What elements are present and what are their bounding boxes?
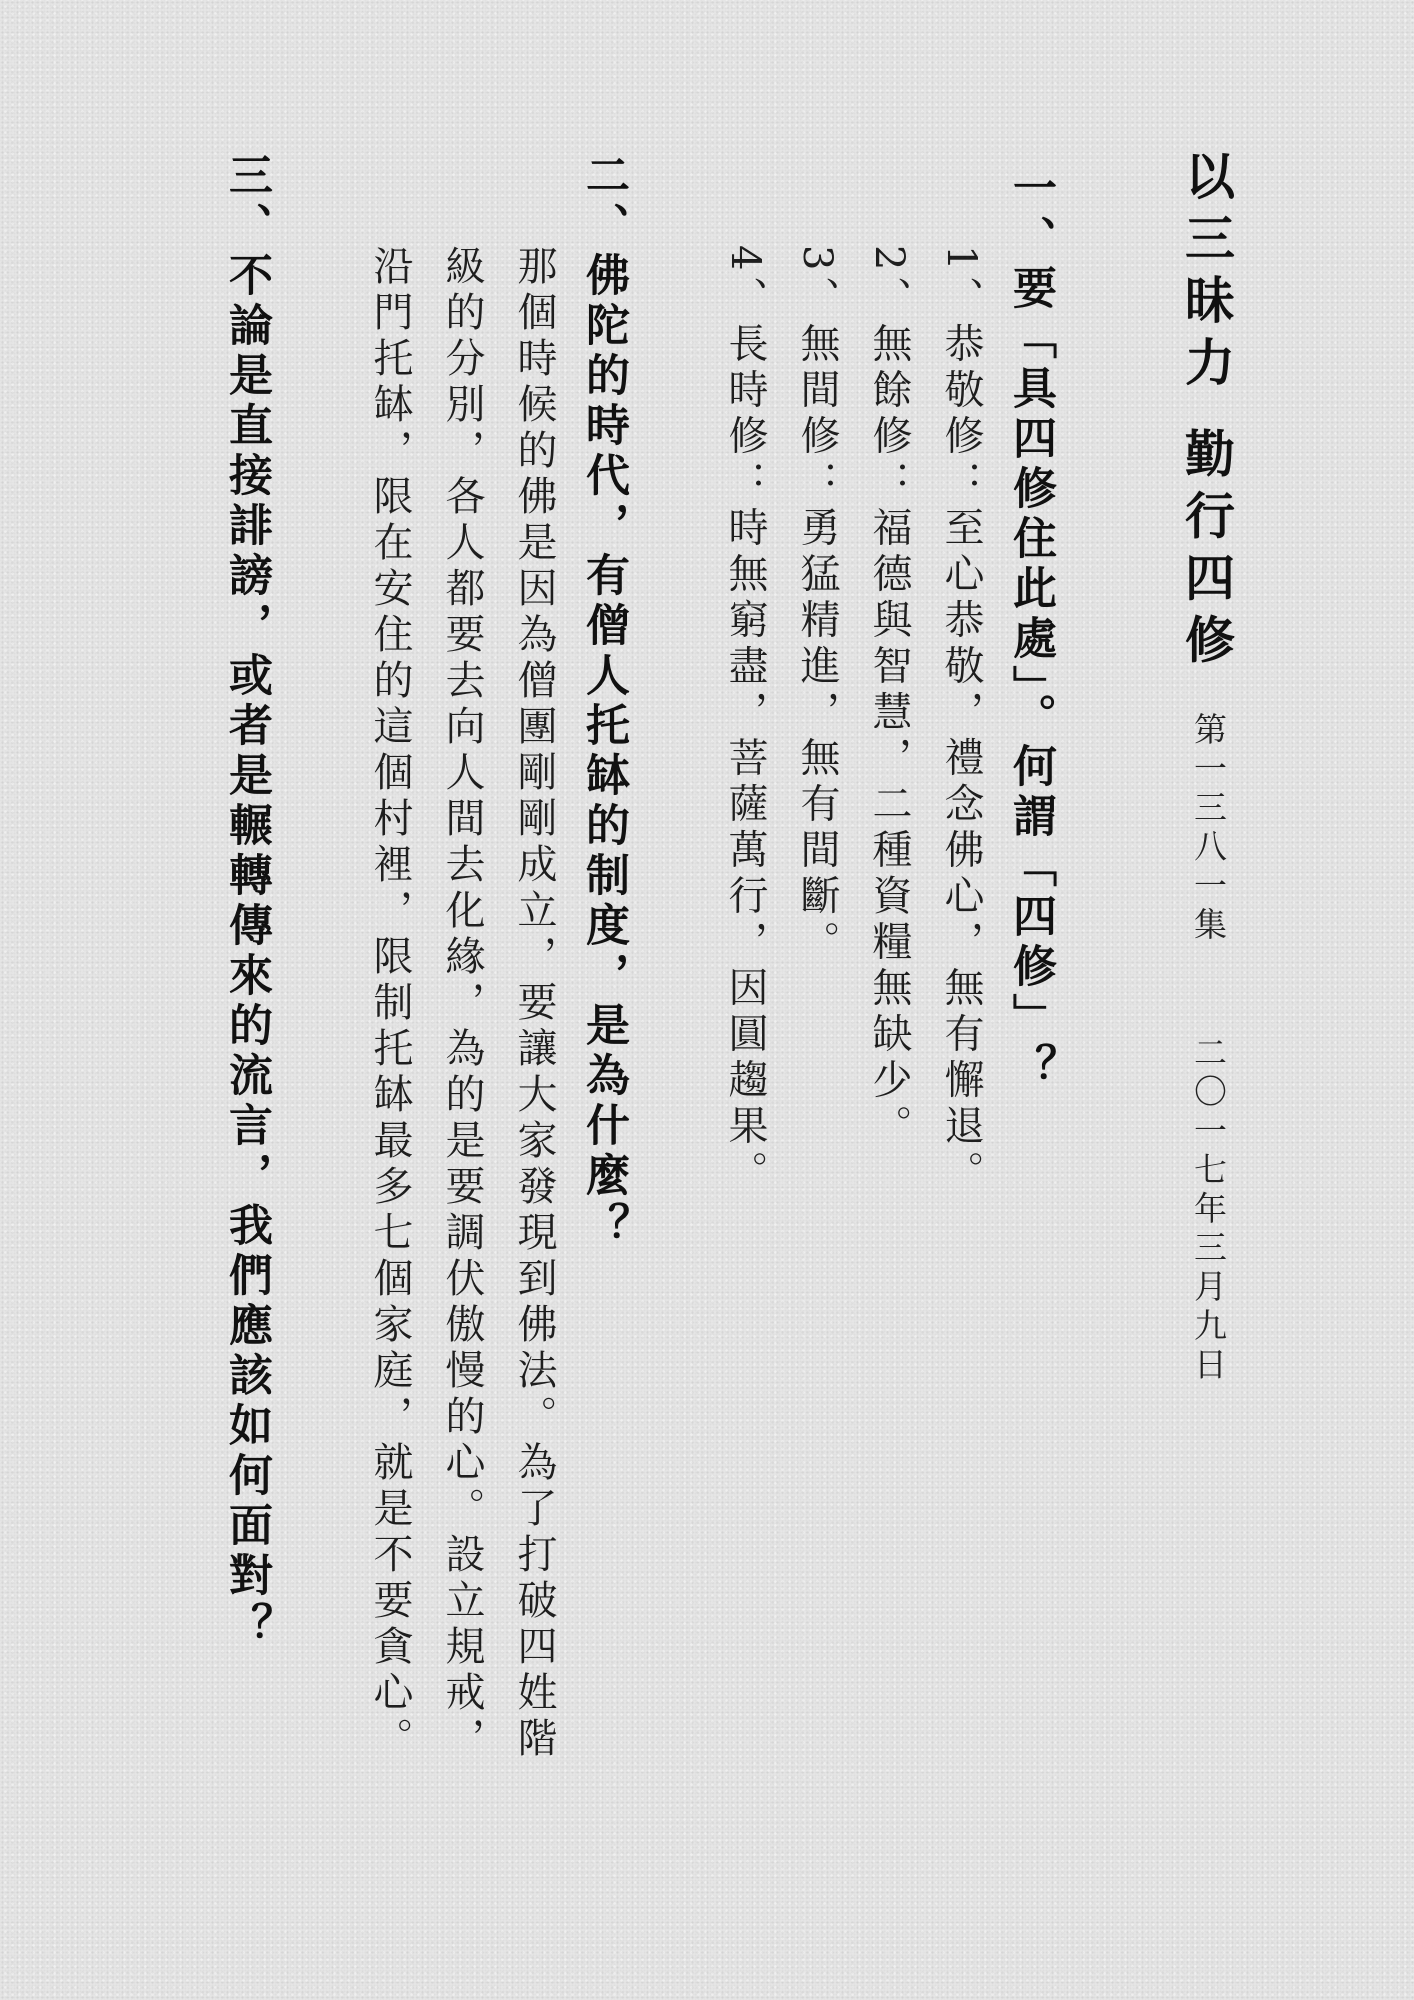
question-2-heading: 二、佛陀的時代，有僧人托缽的制度，是為什麼？	[578, 152, 629, 1252]
answer-2-line-2: 級的分別，各人都要去向人間去化緣，為的是要調伏傲慢的心。設立規戒，	[439, 245, 485, 1763]
question-1-heading: 一、要「具四修住此處」。何謂「四修」？	[1005, 165, 1056, 1093]
point-4-long-term-practice: 4、長時修：時無窮盡，菩薩萬行，因圓趨果。	[722, 245, 768, 1197]
question-3-heading: 三、不論是直接誹謗，或者是輾轉傳來的流言，我們應該如何面對？	[221, 152, 272, 1652]
point-3-uninterrupted-practice: 3、無間修：勇猛精進，無有間斷。	[794, 245, 840, 967]
page-title: 以三昧力 勤行四修	[1177, 150, 1236, 676]
publication-date: 二〇一七年三月九日	[1189, 1035, 1228, 1386]
answer-2-line-1: 那個時候的佛是因為僧團剛剛成立，要讓大家發現到佛法。為了打破四姓階	[511, 245, 557, 1763]
point-1-respectful-practice: 1、恭敬修：至心恭敬，禮念佛心，無有懈退。	[938, 245, 984, 1197]
answer-2-line-3: 沿門托缽，限在安住的這個村裡，限制托缽最多七個家庭，就是不要貪心。	[367, 245, 413, 1763]
point-2-complete-practice: 2、無餘修：福德與智慧，二種資糧無缺少。	[866, 245, 912, 1151]
episode-number: 第一三八一集	[1189, 712, 1228, 946]
